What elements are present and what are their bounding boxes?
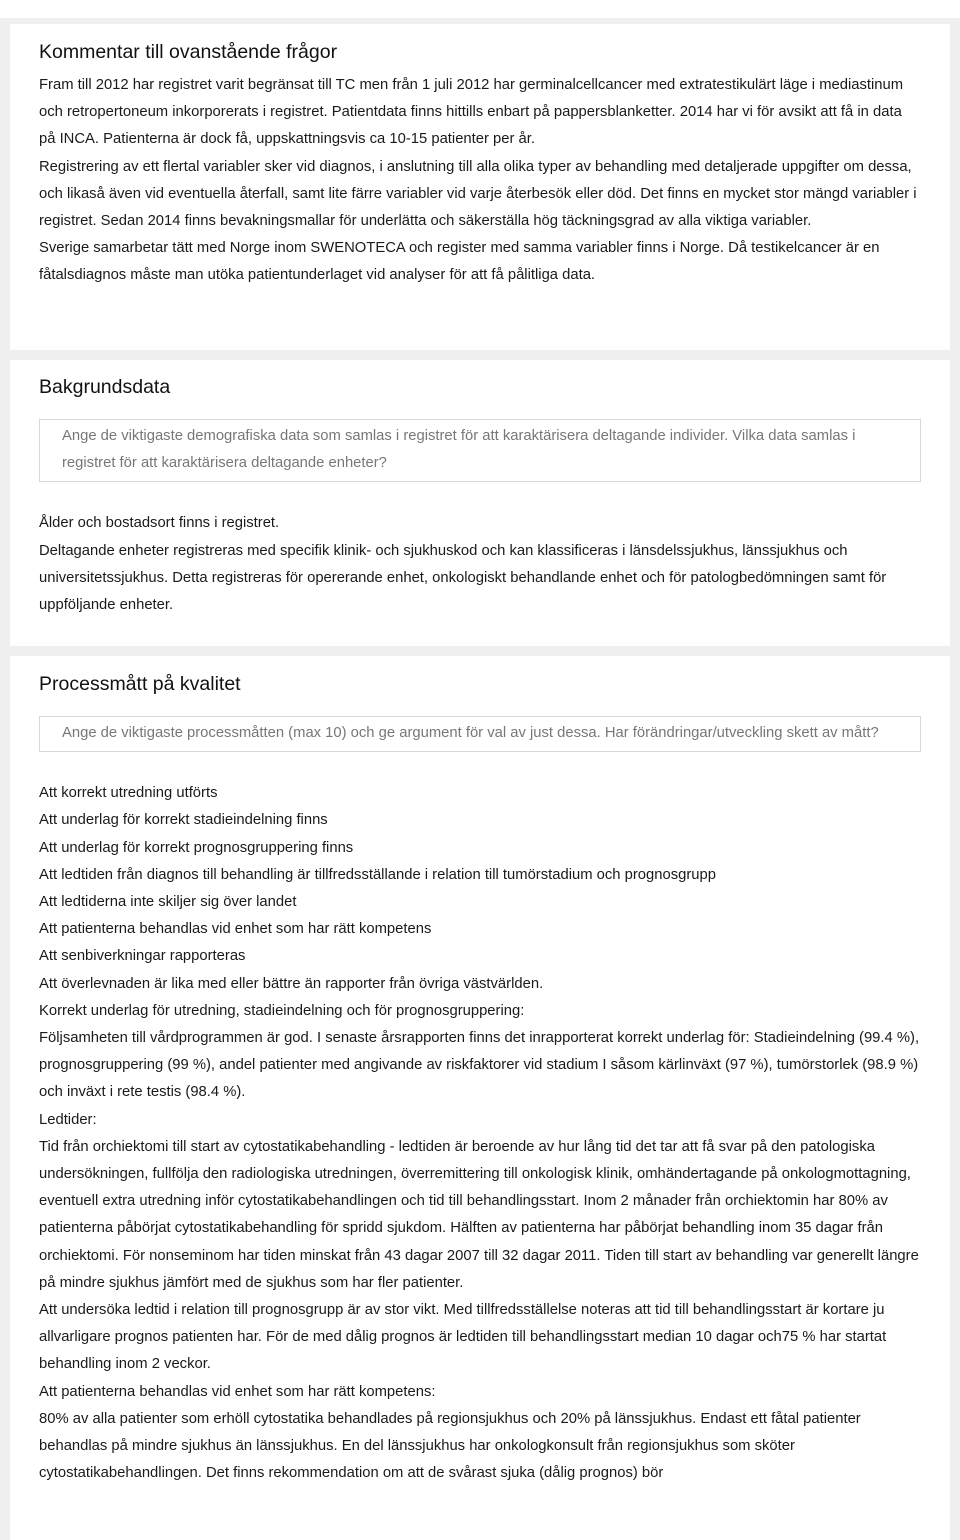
comments-section	[10, 24, 950, 350]
background-answer-line: Deltagande enheter registreras med specifik klinik- och sjukhuskod och kan klassificeras i länsdelssjukhus, länssjukhus och universitetssjukhus. Detta registreras för opererande enhet, onkologiskt behandlande enhet och för patologbedömningen samt för uppföljande enheter.	[39, 542, 887, 614]
process-line: Att överlevnaden är lika med eller bättre än rapporter från övriga västvärlden.	[39, 975, 544, 992]
process-line: Att senbiverkningar rapporteras	[39, 948, 246, 965]
comments-body: Fram till 2012 har registret varit begränsat till TC men från 1 juli 2012 har germinalcellcancer med extratestikulärt läge i mediastinum och retropertoneum inkorporerats i registret. Patientdata finns hittills enbart på pappersblanketter. 2014 har vi för avsikt att få in data på INCA. Patienterna är dock få, uppskattningsvis ca 10-15 patienter per år. Registrering av ett flertal variabler sker vid diagnos, i anslutning till alla olika typer av behandling med detaljerade uppgifter om dessa, och likaså även vid eventuella återfall, samt lite färre variabler vid varje återbesök eller död. Det finns en mycket stor mängd variabler i registret. Sedan 2014 finns bevakningsmallar för underlätta och säkerställa hög täckningsgrad av alla viktiga variabler. Sverige samarbetar tätt med Norge inom SWENOTECA och register med samma variabler finns i Norge. Då testikelcancer är en fåtalsdiagnos måste man utöka patientunderlaget vid analyser för att få pålitliga data.	[39, 77, 917, 284]
process-line: Tid från orchiektomi till start av cytostatikabehandling - ledtiden är beroende av hur lång tid det tar att få svar på den patologiska undersökningen, fullfölja den radiologiska utredningen, överremittering till onkologisk klinik, omhändertagande på onkologmottagning, eventuell extra utredning inför cytostatikabehandlingen och tid till behandlingsstart. Inom 2 månader från orchiektomin har 80% av patienterna påbörjat cytostatikabehandling för spridd sjukdom. Hälften av patienterna har påbörjat behandling inom 35 dagar från orchiektomi. För nonseminom har tiden minskat från 43 dagar 2007 till 32 dagar 2011. Tiden till start av behandling var generellt längre på mindre sjukhus jämfört med de sjukhus som har fler patienter.	[39, 1138, 919, 1291]
background-data-section	[10, 360, 950, 646]
process-line: Att undersöka ledtid i relation till prognosgrupp är av stor vikt. Med tillfredsställelse noteras att tid till behandlingsstart är kortare ju allvarligare prognos patienten har. För de med dålig prognos är ledtiden till behandlingsstart median 10 dagar och75 % har startat behandling inom 2 veckor.	[39, 1302, 887, 1373]
process-line: Korrekt underlag för utredning, stadieindelning och för prognosgruppering:	[39, 1002, 525, 1019]
process-line: Att ledtiden från diagnos till behandling är tillfredsställande i relation till tumörstadium och prognosgrupp	[39, 866, 716, 883]
process-line: Att underlag för korrekt stadieindelning finns	[39, 812, 328, 829]
page-top-strip	[0, 0, 960, 18]
background-answer-line: Ålder och bostadsort finns i registret.	[39, 515, 280, 532]
process-measures-list	[39, 780, 921, 1487]
process-heading: Processmått på kvalitet	[39, 673, 241, 695]
background-heading: Bakgrundsdata	[39, 376, 171, 398]
process-question: Ange de viktigaste processmåtten (max 10) och ge argument för val av just dessa. Har förändringar/utveckling skett av mått?	[39, 716, 921, 752]
process-line: Att ledtiderna inte skiljer sig över landet	[39, 894, 297, 911]
process-line: Följsamheten till vårdprogrammen är god. I senaste årsrapporten finns det inrapporterat korrekt underlag för: Stadieindelning (99.4 %), prognosgruppering (99 %), andel patienter med angivande av riskfaktorer vid stadium I såsom kärlinväxt (97 %), tumörstorlek (98.9 %) och inväxt i rete testis (98.4 %).	[39, 1030, 920, 1101]
background-answer	[39, 510, 921, 619]
process-line: Ledtider:	[39, 1111, 97, 1128]
comments-heading: Kommentar till ovanstående frågor	[39, 41, 338, 63]
process-line: Att korrekt utredning utförts	[39, 785, 218, 802]
process-line: Att underlag för korrekt prognosgruppering finns	[39, 839, 354, 856]
background-question: Ange de viktigaste demografiska data som samlas i registret för att karaktärisera deltagande individer. Vilka data samlas i registret för att karaktärisera deltagande enheter?	[39, 419, 921, 482]
process-measures-section	[10, 656, 950, 1540]
process-line: 80% av alla patienter som erhöll cytostatika behandlades på regionsjukhus och 20% på länssjukhus. Endast ett fåtal patienter behandlas på mindre sjukhus än länssjukhus. En del länssjukhus har onkologkonsult från regionsjukhus som sköter cytostatikabehandlingen. Det finns rekommendation om att de svårast sjuka (dålig prognos) bör	[39, 1410, 861, 1482]
process-line: Att patienterna behandlas vid enhet som har rätt kompetens	[39, 921, 432, 938]
process-line: Att patienterna behandlas vid enhet som har rätt kompetens:	[39, 1383, 436, 1400]
